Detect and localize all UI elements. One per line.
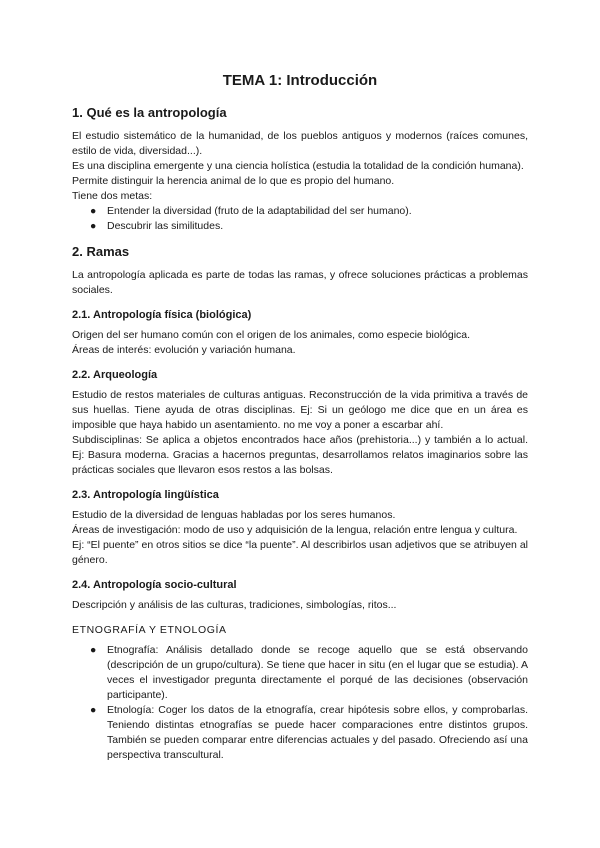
paragraph: Tiene dos metas: — [72, 190, 153, 202]
paragraph: El estudio sistemático de la humanidad, de los pueblos antiguos y modernos (raíces comunes, estilo de vida, diversidad...). — [72, 130, 528, 157]
document-page — [72, 72, 528, 763]
subheading-etnografia-etnologia: ETNOGRAFÍA Y ETNOLOGÍA — [72, 624, 227, 636]
subsection-heading-2-4: 2.4. Antropología socio-cultural — [72, 579, 237, 591]
bullet-icon: ● — [90, 704, 97, 716]
bullet-list — [72, 204, 528, 234]
list-item: ● Descubrir las similitudes. — [90, 220, 224, 232]
bullet-icon: ● — [90, 220, 97, 232]
subsection-heading-2-3: 2.3. Antropología lingüística — [72, 489, 219, 501]
page-title: TEMA 1: Introducción — [222, 72, 378, 89]
paragraph: Ej: “El puente” en otros sitios se dice “la puente”. Al describirlos usan adjetivos que se atribuyen al género. — [72, 539, 528, 566]
list-item: ● Entender la diversidad (fruto de la adaptabilidad del ser humano). — [90, 205, 412, 217]
paragraph: Permite distinguir la herencia animal de lo que es propio del humano. — [72, 175, 395, 187]
paragraph: Descripción y análisis de las culturas, tradiciones, simbologías, ritos... — [72, 599, 397, 611]
paragraph: La antropología aplicada es parte de todas las ramas, y ofrece soluciones prácticas a problemas sociales. — [72, 269, 528, 296]
list-item: ● Etnografía: Análisis detallado donde se recoge aquello que se está observando (descripción de un grupo/cultura). Se tiene que hacer in situ (en el lugar que se estudia). A veces el investigador pregunta directamente el porqué de las decisiones (observación participante). — [90, 644, 528, 701]
section-heading-1: 1. Qué es la antropología — [72, 105, 227, 120]
paragraph: Es una disciplina emergente y una ciencia holística (estudia la totalidad de la condición humana). — [72, 160, 524, 172]
bullet-icon: ● — [90, 644, 97, 656]
section-heading-2: 2. Ramas — [72, 244, 130, 259]
bullet-icon: ● — [90, 205, 97, 217]
paragraph: Áreas de interés: evolución y variación humana. — [72, 344, 296, 356]
bullet-list — [72, 643, 528, 763]
paragraph: Origen del ser humano común con el origen de los animales, como especie biológica. — [72, 329, 471, 341]
paragraph: Estudio de la diversidad de lenguas habladas por los seres humanos. — [72, 509, 396, 521]
subsection-heading-2-1: 2.1. Antropología física (biológica) — [72, 309, 252, 321]
list-item: ● Etnología: Coger los datos de la etnografía, crear hipótesis sobre ellos, y comprobarlas. Teniendo distintas etnografías se puede hacer comparaciones entre distintos grupos. También se pueden comparar entre diferencias actuales y del pasado. Ofreciendo así una perspectiva transcultural. — [90, 704, 528, 761]
paragraph: Estudio de restos materiales de culturas antiguas. Reconstrucción de la vida primitiva a través de sus huellas. Tiene ayuda de otras disciplinas. Ej: Si un geólogo me dice que en un área es imposible que haya habido un asentamiento. no me voy a poner a escarbar ahí. — [72, 389, 528, 431]
paragraph: Áreas de investigación: modo de uso y adquisición de la lengua, relación entre lengua y cultura. — [72, 524, 518, 536]
paragraph: Subdisciplinas: Se aplica a objetos encontrados hace años (prehistoria...) y también a lo actual. Ej: Basura moderna. Gracias a hacernos preguntas, desarrollamos relatos imaginarios sobre las prácticas sociales que llevaron esos restos a las bolsas. — [72, 434, 528, 476]
subsection-heading-2-2: 2.2. Arqueología — [72, 369, 158, 381]
